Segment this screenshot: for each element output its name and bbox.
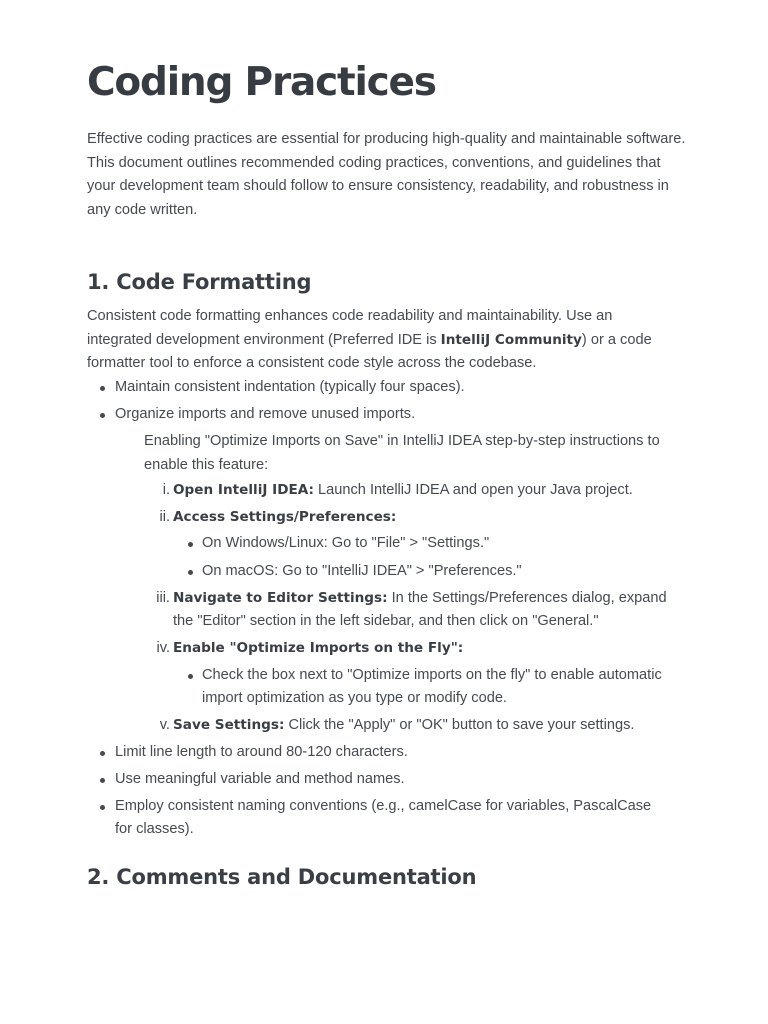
step-title: Save Settings: bbox=[173, 717, 285, 733]
step-item bbox=[173, 587, 667, 611]
step-text: Click the "Apply" or "OK" button to save your settings. bbox=[284, 717, 635, 733]
bullet-dot bbox=[188, 674, 193, 679]
text-span: integrated development environment (Preferred IDE is bbox=[87, 331, 441, 348]
page-title: Coding Practices bbox=[87, 60, 436, 105]
step-item bbox=[173, 479, 633, 503]
list-item: Use meaningful variable and method names. bbox=[115, 771, 405, 787]
step-text: Launch IntelliJ IDEA and open your Java project. bbox=[313, 482, 633, 498]
formatting-paragraph-line: formatter tool to enforce a consistent code style across the codebase. bbox=[87, 355, 537, 371]
list-item: Employ consistent naming conventions (e.g., camelCase for variables, PascalCase bbox=[115, 798, 652, 814]
step-item bbox=[173, 506, 396, 530]
step-number: iii. bbox=[156, 590, 170, 606]
bullet-dot bbox=[188, 542, 193, 547]
sub-list-item: On Windows/Linux: Go to "File" > "Settings." bbox=[202, 535, 490, 551]
list-item: Maintain consistent indentation (typically four spaces). bbox=[115, 379, 465, 395]
bullet-dot bbox=[100, 386, 105, 391]
step-title: Access Settings/Preferences: bbox=[173, 509, 397, 525]
bullet-dot bbox=[100, 805, 105, 810]
bullet-dot bbox=[100, 413, 105, 418]
section-heading-comments-documentation: 2. Comments and Documentation bbox=[87, 865, 477, 889]
sub-list-item: On macOS: Go to "IntelliJ IDEA" > "Preferences." bbox=[202, 563, 522, 579]
optimize-intro-line: Enabling "Optimize Imports on Save" in IntelliJ IDEA step-by-step instructions to bbox=[144, 433, 660, 449]
intro-paragraph: Effective coding practices are essential for producing high-quality and maintainable software. This document outlines recommended coding practices, conventions, and guidelines that your development team should follow to ensure consistency, readability, and robustness in any code written. bbox=[87, 131, 686, 218]
bullet-dot bbox=[100, 778, 105, 783]
step-item bbox=[173, 637, 463, 661]
step-title: Enable "Optimize Imports on the Fly": bbox=[173, 640, 464, 656]
step-text: In the Settings/Preferences dialog, expand bbox=[387, 590, 667, 606]
bullet-dot bbox=[188, 570, 193, 575]
list-item-continuation: for classes). bbox=[115, 821, 194, 837]
step-number: i. bbox=[162, 482, 170, 498]
step-title: Open IntelliJ IDEA: bbox=[173, 482, 314, 498]
step-number: ii. bbox=[159, 509, 170, 525]
sub-list-item-continuation: import optimization as you type or modify code. bbox=[202, 690, 507, 706]
step-title: Navigate to Editor Settings: bbox=[173, 590, 388, 606]
optimize-intro-line: enable this feature: bbox=[144, 457, 269, 473]
formatting-paragraph-line: Consistent code formatting enhances code readability and maintainability. Use an bbox=[87, 308, 613, 324]
step-number: v. bbox=[159, 717, 170, 733]
formatting-paragraph-line bbox=[87, 329, 652, 353]
list-item: Limit line length to around 80-120 characters. bbox=[115, 744, 408, 760]
list-item: Organize imports and remove unused imports. bbox=[115, 406, 416, 422]
step-item bbox=[173, 714, 634, 738]
step-number: iv. bbox=[156, 640, 170, 656]
text-span: ) or a code bbox=[581, 331, 652, 348]
bullet-dot bbox=[100, 751, 105, 756]
sub-list-item: Check the box next to "Optimize imports on the fly" to enable automatic bbox=[202, 667, 662, 683]
preferred-ide-bold: IntelliJ Community bbox=[440, 331, 582, 348]
section-heading-code-formatting: 1. Code Formatting bbox=[87, 270, 312, 294]
step-item-continuation: the "Editor" section in the left sidebar, and then click on "General." bbox=[173, 613, 599, 629]
